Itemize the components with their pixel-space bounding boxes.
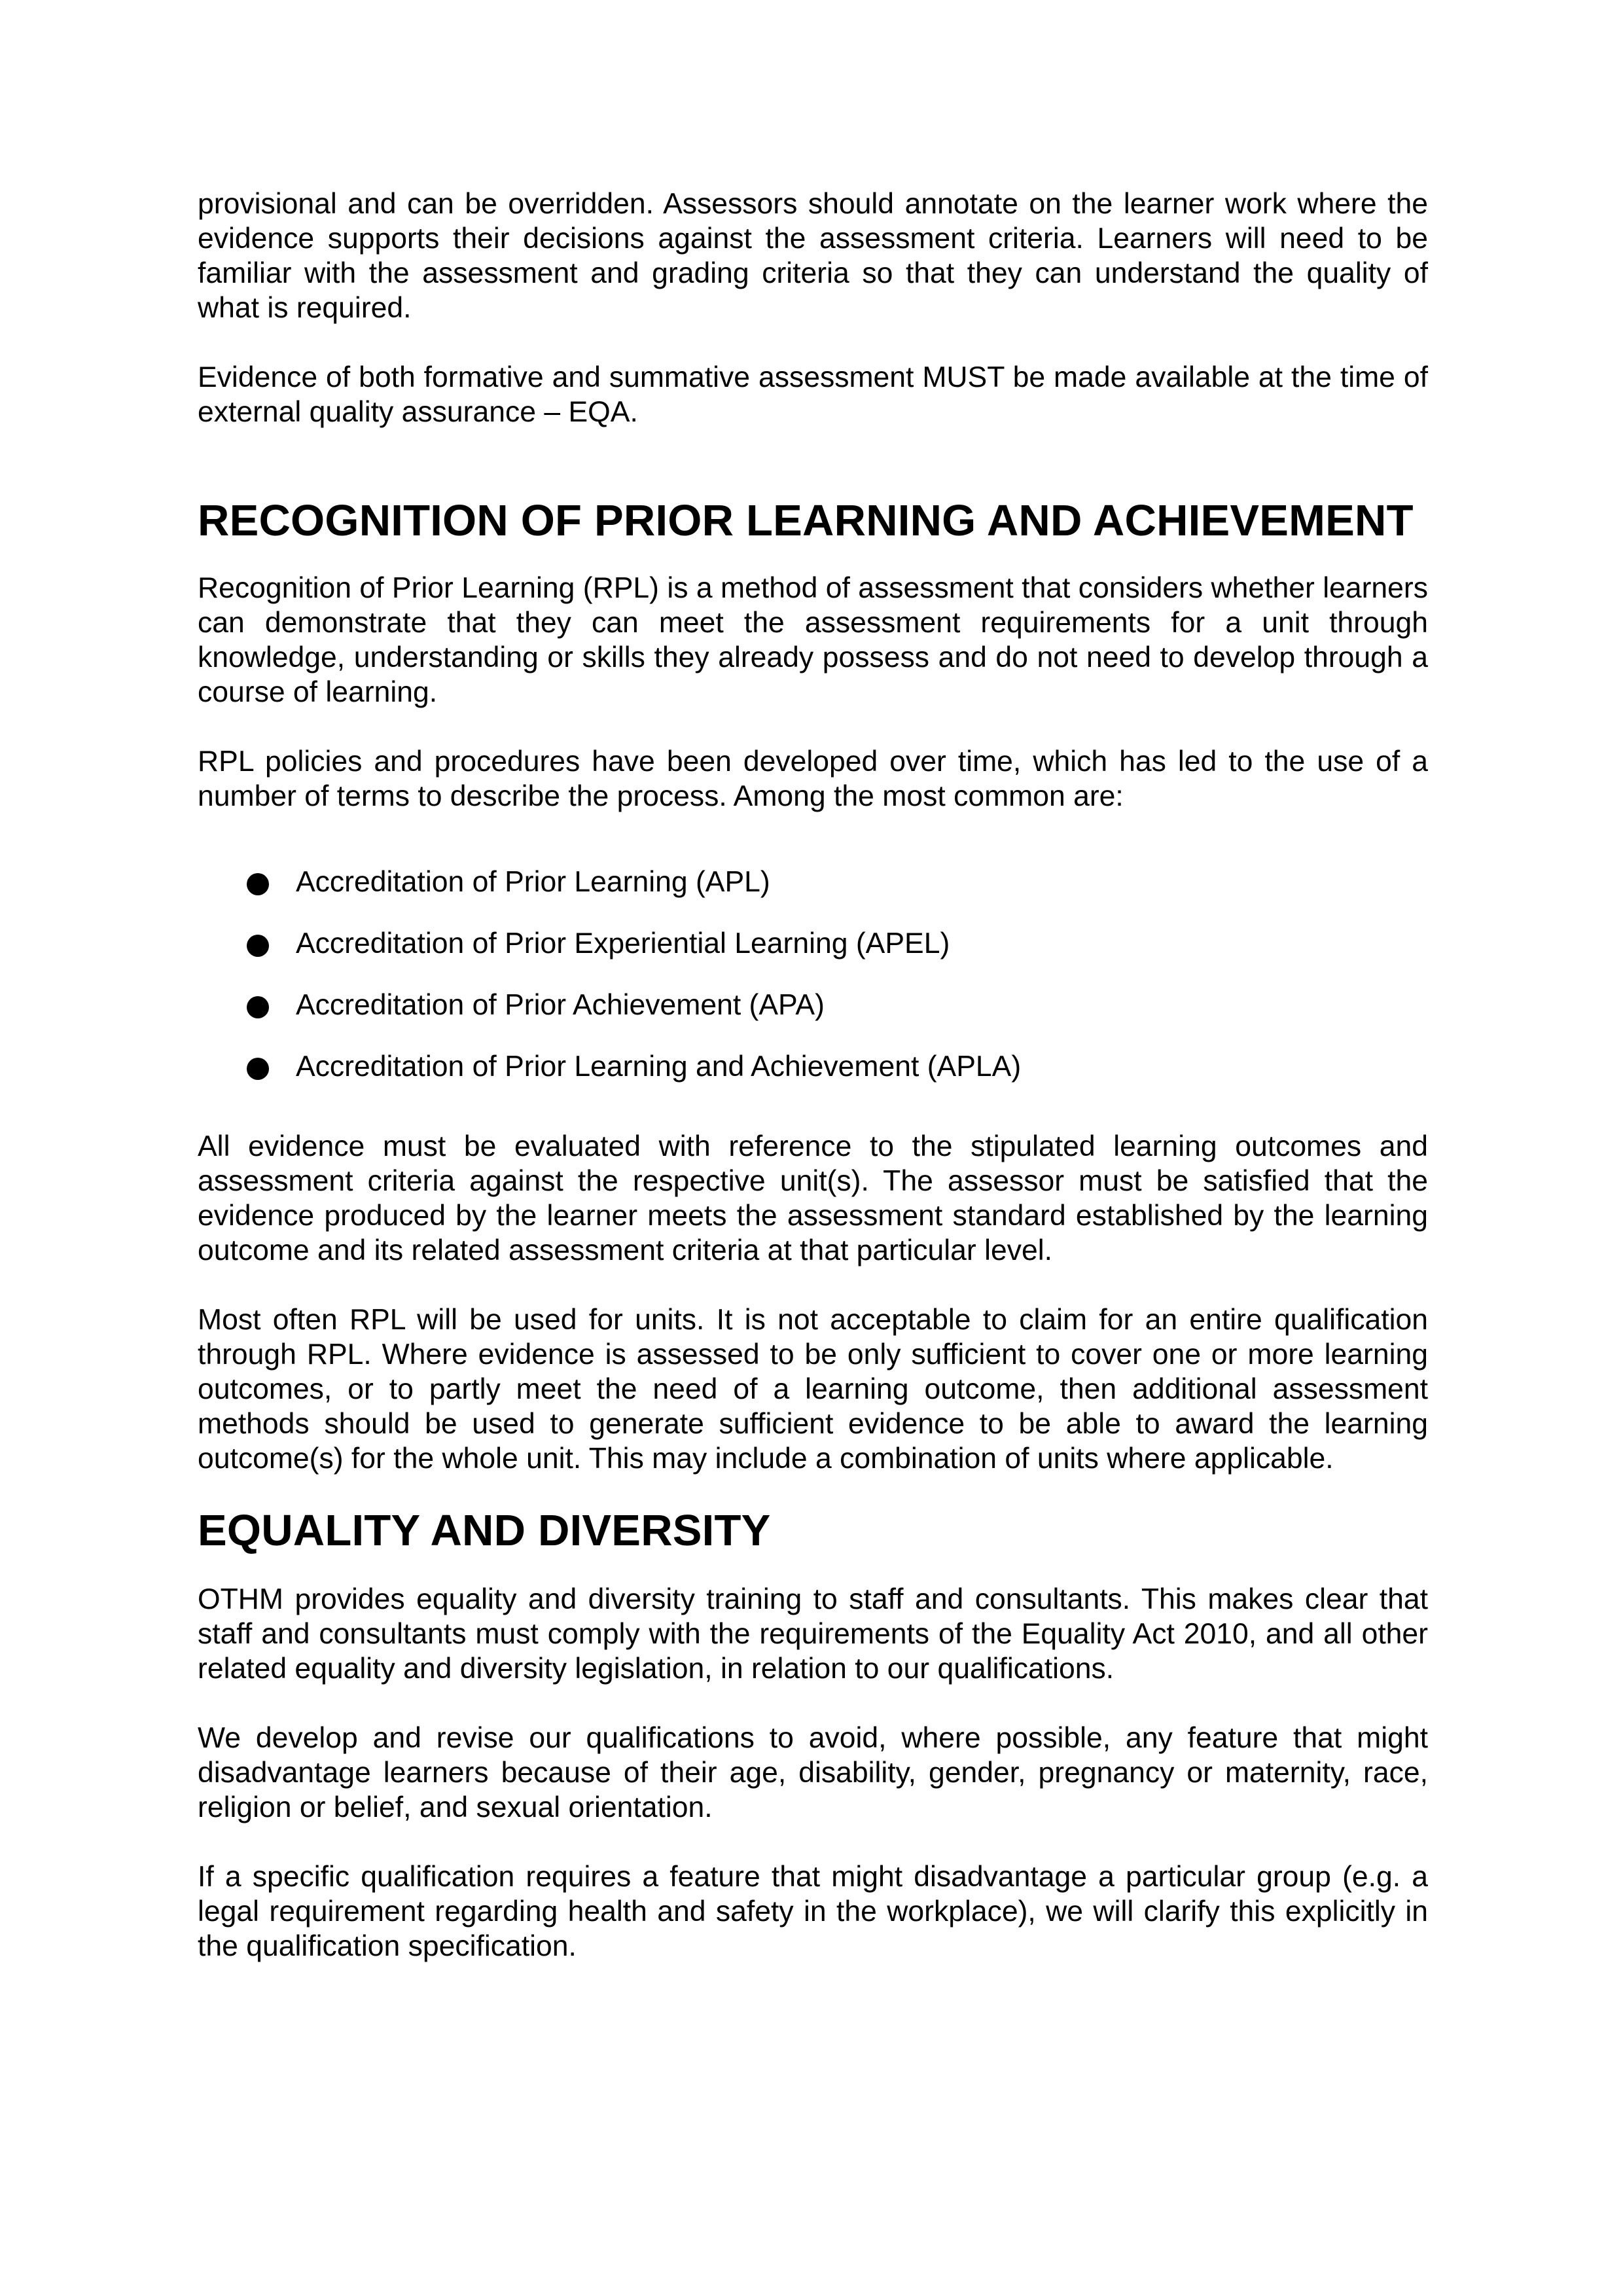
list-item-label: Accreditation of Prior Experiential Learning (APEL)	[296, 927, 950, 960]
heading-rpl: RECOGNITION OF PRIOR LEARNING AND ACHIEVEMENT	[198, 496, 1414, 545]
list-item	[198, 865, 1428, 926]
heading-equality-diversity: EQUALITY AND DIVERSITY	[198, 1506, 771, 1555]
paragraph-evidence-evaluation: All evidence must be evaluated with reference to the stipulated learning outcomes and assessment criteria against the respective unit(s). The assessor must be satisfied that the evidence produced by the learner meets the assessment standard established by the learning outcome and its related assessment criteria at that particular level.	[198, 1130, 1428, 1266]
bullet-icon	[247, 1058, 269, 1080]
paragraph-rpl-definition: Recognition of Prior Learning (RPL) is a method of assessment that considers whether learners can demonstrate that they can meet the assessment requirements for a unit through knowledge, understanding or skills they already possess and do not need to develop through a course of learning.	[198, 572, 1428, 708]
list-item	[198, 926, 1428, 988]
rpl-terms-list	[198, 865, 1428, 1102]
list-item-label: Accreditation of Prior Achievement (APA)	[296, 989, 825, 1021]
bullet-icon	[247, 996, 269, 1018]
bullet-icon	[247, 935, 269, 957]
paragraph-assessment-provisional: provisional and can be overridden. Assessors should annotate on the learner work where the evidence supports their decisions against the assessment criteria. Learners will need to be familiar with the assessment and grading criteria so that they can understand the quality of what is required.	[198, 188, 1428, 324]
paragraph-rpl-terms-intro: RPL policies and procedures have been developed over time, which has led to the use of a number of terms to describe the process. Among the most common are:	[198, 745, 1428, 812]
paragraph-qualification-revision: We develop and revise our qualifications to avoid, where possible, any feature that might disadvantage learners because of their age, disability, gender, pregnancy or maternity, race, religion or belief, and sexual orientation.	[198, 1722, 1428, 1823]
paragraph-specific-requirements: If a specific qualification requires a feature that might disadvantage a particular group (e.g. a legal requirement regarding health and safety in the workplace), we will clarify this explicitly in the qualification specification.	[198, 1861, 1428, 1962]
list-item	[198, 1049, 1428, 1102]
bullet-icon	[247, 873, 269, 895]
document-page	[198, 187, 1428, 1964]
list-item	[198, 988, 1428, 1049]
list-item-label: Accreditation of Prior Learning and Achievement (APLA)	[296, 1050, 1022, 1083]
paragraph-eqa-evidence: Evidence of both formative and summative assessment MUST be made available at the time of external quality assurance – EQA.	[198, 361, 1428, 428]
paragraph-rpl-units: Most often RPL will be used for units. It is not acceptable to claim for an entire qualification through RPL. Where evidence is assessed to be only sufficient to cover one or more learning outcomes, or to partly meet the need of a learning outcome, then additional assessment methods should be used to generate sufficient evidence to be able to award the learning outcome(s) for the whole unit. This may include a combination of units where applicable.	[198, 1304, 1428, 1475]
paragraph-equality-training: OTHM provides equality and diversity training to staff and consultants. This makes clear that staff and consultants must comply with the requirements of the Equality Act 2010, and all other related equality and diversity legislation, in relation to our qualifications.	[198, 1583, 1428, 1685]
list-item-label: Accreditation of Prior Learning (APL)	[296, 866, 770, 898]
